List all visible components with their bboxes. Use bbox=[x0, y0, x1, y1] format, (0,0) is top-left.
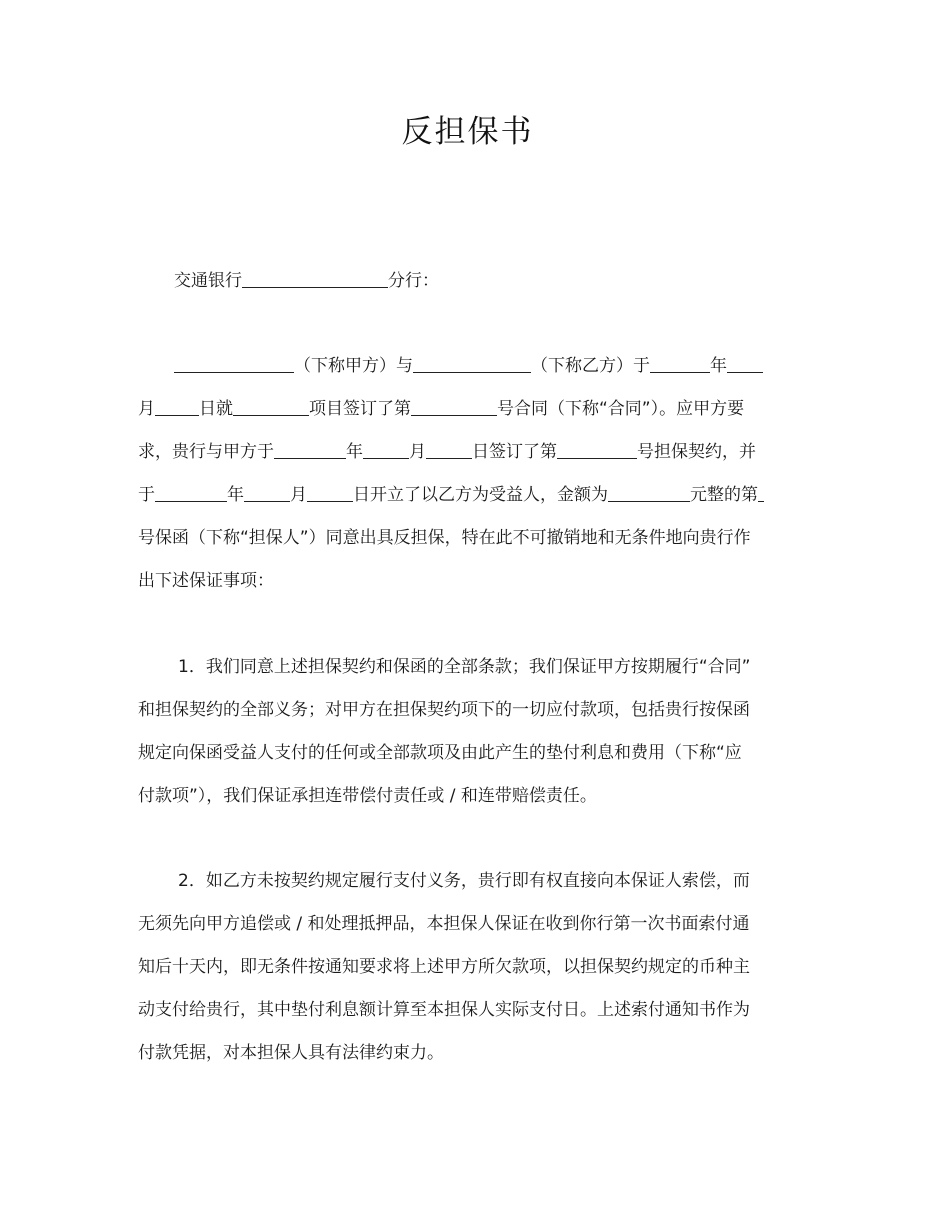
salutation bbox=[138, 260, 798, 303]
preamble-line-1: （下称甲方）与 （下称乙方）于 年 bbox=[138, 345, 798, 388]
clause-2-line-4: 动支付给贵行，其中垫付利息额计算至本担保人实际支付日。上述索付通知书作为 bbox=[138, 1000, 750, 1020]
blank-month bbox=[727, 352, 763, 373]
clause-2-line-5: 付款凭据，对本担保人具有法律约束力。 bbox=[138, 1043, 444, 1063]
document-title: 反担保书 bbox=[401, 114, 534, 150]
clause-1-line-3: 规定向保函受益人支付的任何或全部款项及由此产生的垫付利息和费用（下称“应 bbox=[138, 743, 742, 763]
blank-party-b bbox=[413, 352, 531, 373]
blank-branch bbox=[242, 267, 388, 288]
blank-contract-no bbox=[411, 395, 497, 416]
blank-day-2 bbox=[426, 438, 472, 459]
blank-year-2 bbox=[274, 438, 346, 459]
blank-amount bbox=[608, 481, 690, 502]
blank-guarantee-no bbox=[557, 438, 637, 459]
blank-day bbox=[155, 395, 199, 416]
clause-1-line-1: 1．我们同意上述担保契约和保函的全部条款；我们保证甲方按期履行“合同” bbox=[178, 657, 751, 677]
blank-letter-no bbox=[758, 481, 764, 502]
blank-year-3 bbox=[155, 481, 227, 502]
salutation-prefix: 交通银行 bbox=[174, 271, 242, 291]
blank-project bbox=[233, 395, 309, 416]
preamble-line-4: 于 年 月 日开立了以乙方为受益人，金额为 元整的第 bbox=[138, 474, 798, 517]
clause-2 bbox=[138, 860, 798, 1075]
blank-party-a bbox=[174, 352, 294, 373]
blank-day-3 bbox=[307, 481, 353, 502]
salutation-suffix: 分行： bbox=[388, 271, 439, 291]
clause-1-line-2: 和担保契约的全部义务；对甲方在担保契约项下的一切应付款项，包括贵行按保函 bbox=[138, 700, 750, 720]
blank-year bbox=[650, 352, 710, 373]
preamble-line-3: 求，贵行与甲方于 年 月 日签订了第 号担保契约，并 bbox=[138, 431, 798, 474]
clause-2-line-3: 知后十天内，即无条件按通知要求将上述甲方所欠款项，以担保契约规定的币种主 bbox=[138, 957, 750, 977]
preamble-line-6: 出下述保证事项： bbox=[138, 571, 274, 591]
preamble-line-5: 号保函（下称“担保人”）同意出具反担保，特在此不可撤销地和无条件地向贵行作 bbox=[138, 528, 751, 548]
clause-1 bbox=[138, 646, 798, 818]
clause-1-line-4: 付款项”），我们保证承担连带偿付责任或 / 和连带赔偿责任。 bbox=[138, 786, 597, 806]
clause-2-line-1: 2．如乙方未按契约规定履行支付义务，贵行即有权直接向本保证人索偿，而 bbox=[178, 871, 750, 891]
clause-2-line-2: 无须先向甲方追偿或 / 和处理抵押品，本担保人保证在收到你行第一次书面索付通 bbox=[138, 914, 750, 934]
preamble-line-2: 月 日就 项目签订了第 号合同（下称“合同”）。应甲方要 bbox=[138, 388, 798, 431]
preamble-paragraph bbox=[138, 345, 798, 603]
blank-month-3 bbox=[244, 481, 290, 502]
blank-month-2 bbox=[363, 438, 409, 459]
